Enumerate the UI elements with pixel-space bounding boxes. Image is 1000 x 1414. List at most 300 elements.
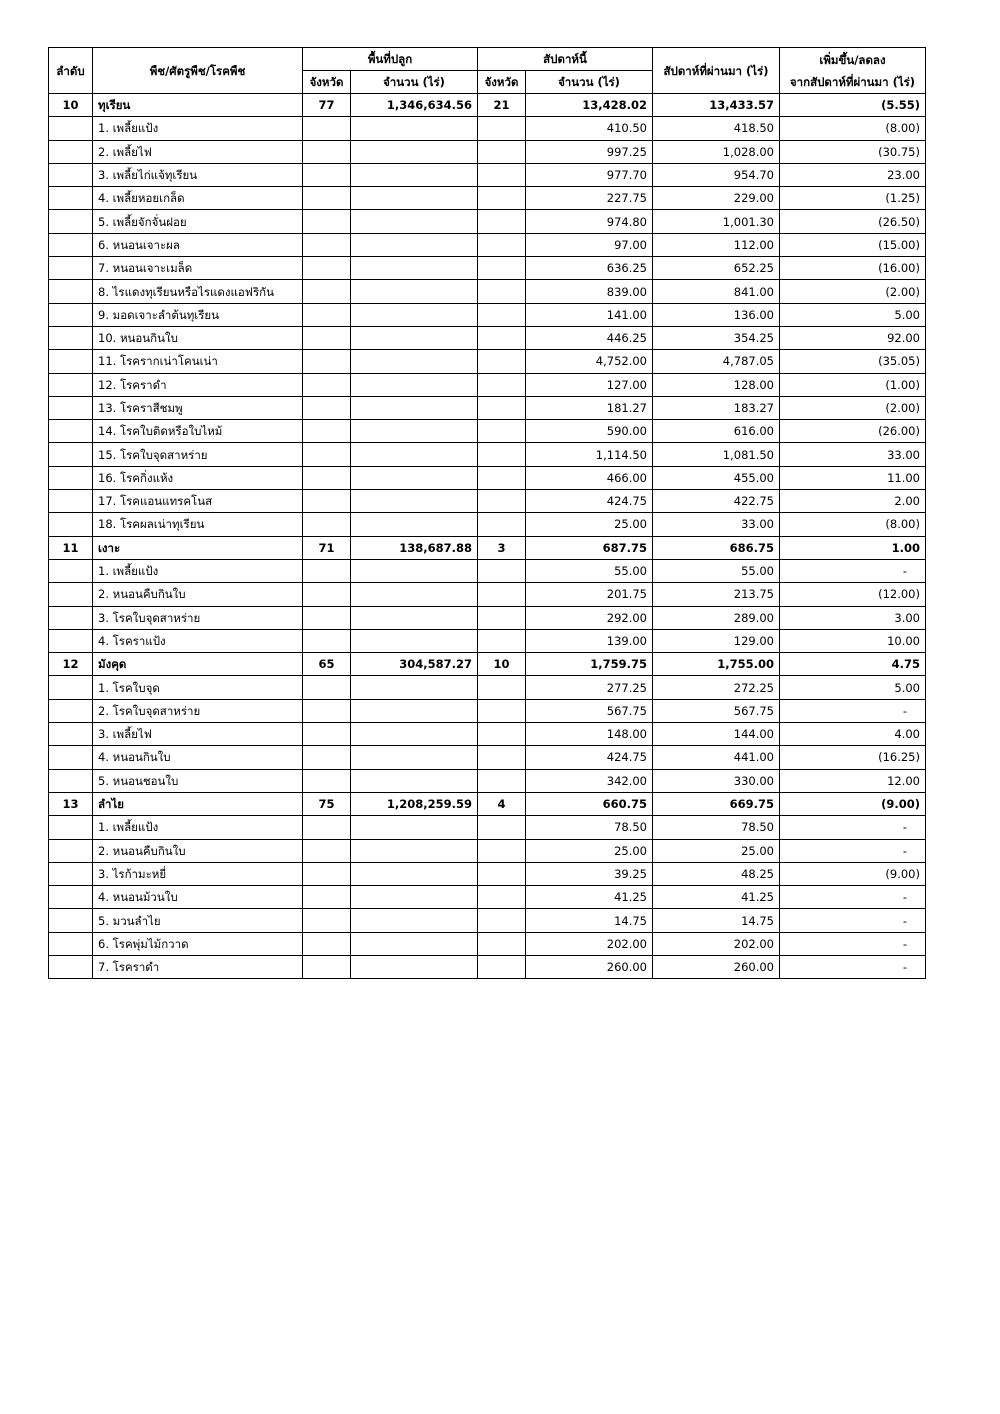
pest-week-province-empty [478, 886, 526, 909]
pest-week-province-empty [478, 233, 526, 256]
header-week-amount: จำนวน (ไร่) [526, 71, 653, 94]
pest-row [49, 886, 926, 909]
pest-last-week: 4,787.05 [653, 350, 780, 373]
pest-change: (16.25) [780, 746, 926, 769]
pest-week-province-empty [478, 816, 526, 839]
pest-last-week: 48.25 [653, 862, 780, 885]
pest-row [49, 862, 926, 885]
pest-last-week: 25.00 [653, 839, 780, 862]
pest-week-province-empty [478, 350, 526, 373]
pest-change: (26.50) [780, 210, 926, 233]
pest-week-province-empty [478, 629, 526, 652]
pest-area-province-empty [303, 117, 351, 140]
pest-name: 3. เพลี้ยไก่แจ้ทุเรียน [93, 163, 303, 186]
pest-area-province-empty [303, 629, 351, 652]
pest-last-week: 260.00 [653, 955, 780, 978]
pest-week-rai: 41.25 [526, 886, 653, 909]
pest-week-rai: 39.25 [526, 862, 653, 885]
pest-week-rai: 55.00 [526, 559, 653, 582]
pest-order-empty [49, 932, 93, 955]
crop-area-rai: 138,687.88 [351, 536, 478, 559]
pest-last-week: 78.50 [653, 816, 780, 839]
pest-last-week: 1,001.30 [653, 210, 780, 233]
pest-week-rai: 25.00 [526, 839, 653, 862]
pest-name: 1. เพลี้ยแป้ง [93, 117, 303, 140]
pest-area-province-empty [303, 955, 351, 978]
pest-last-week: 183.27 [653, 396, 780, 419]
pest-week-province-empty [478, 932, 526, 955]
pest-area-province-empty [303, 466, 351, 489]
pest-name: 3. เพลี้ยไฟ [93, 723, 303, 746]
pest-last-week: 128.00 [653, 373, 780, 396]
pest-last-week: 418.50 [653, 117, 780, 140]
table-header [49, 48, 926, 94]
pest-area-rai-empty [351, 839, 478, 862]
pest-area-province-empty [303, 490, 351, 513]
pest-area-province-empty [303, 303, 351, 326]
pest-area-province-empty [303, 583, 351, 606]
pest-last-week: 567.75 [653, 699, 780, 722]
pest-last-week: 354.25 [653, 326, 780, 349]
pest-week-rai: 997.25 [526, 140, 653, 163]
header-last-week: สัปดาห์ที่ผ่านมา (ไร่) [653, 48, 780, 94]
pest-week-province-empty [478, 466, 526, 489]
pest-week-province-empty [478, 373, 526, 396]
pest-change: (16.00) [780, 257, 926, 280]
pest-week-rai: 590.00 [526, 420, 653, 443]
pest-last-week: 112.00 [653, 233, 780, 256]
pest-area-province-empty [303, 420, 351, 443]
pest-change: 4.00 [780, 723, 926, 746]
pest-last-week: 1,028.00 [653, 140, 780, 163]
pest-change: - [780, 909, 926, 932]
crop-week-province: 21 [478, 94, 526, 117]
pest-area-rai-empty [351, 303, 478, 326]
pest-row [49, 513, 926, 536]
pest-order-empty [49, 699, 93, 722]
pest-last-week: 202.00 [653, 932, 780, 955]
pest-change: 23.00 [780, 163, 926, 186]
pest-area-province-empty [303, 606, 351, 629]
pest-area-province-empty [303, 932, 351, 955]
pest-area-rai-empty [351, 490, 478, 513]
pest-area-rai-empty [351, 955, 478, 978]
pest-row [49, 723, 926, 746]
pest-area-rai-empty [351, 187, 478, 210]
pest-row [49, 699, 926, 722]
pest-order-empty [49, 443, 93, 466]
pest-row [49, 187, 926, 210]
pest-name: 4. หนอนม้วนใบ [93, 886, 303, 909]
pest-order-empty [49, 746, 93, 769]
pest-change: (26.00) [780, 420, 926, 443]
pest-week-province-empty [478, 490, 526, 513]
pest-change: (1.25) [780, 187, 926, 210]
crop-name: เงาะ [93, 536, 303, 559]
pest-week-province-empty [478, 769, 526, 792]
pest-change: 2.00 [780, 490, 926, 513]
pest-area-rai-empty [351, 396, 478, 419]
pest-change: (8.00) [780, 513, 926, 536]
pest-week-province-empty [478, 443, 526, 466]
pest-change: 5.00 [780, 303, 926, 326]
pest-change: (9.00) [780, 862, 926, 885]
pest-area-province-empty [303, 513, 351, 536]
pest-area-rai-empty [351, 723, 478, 746]
pest-area-rai-empty [351, 559, 478, 582]
pest-name: 5. เพลี้ยจักจั่นฝอย [93, 210, 303, 233]
pest-week-rai: 636.25 [526, 257, 653, 280]
pest-last-week: 455.00 [653, 466, 780, 489]
pest-week-rai: 148.00 [526, 723, 653, 746]
pest-week-rai: 277.25 [526, 676, 653, 699]
pest-change: - [780, 816, 926, 839]
pest-name: 1. เพลี้ยแป้ง [93, 816, 303, 839]
header-crop-pest: พืช/ศัตรูพืช/โรคพืช [93, 48, 303, 94]
header-this-week: สัปดาห์นี้ [478, 48, 653, 71]
pest-area-rai-empty [351, 606, 478, 629]
pest-name: 5. หนอนชอนใบ [93, 769, 303, 792]
pest-week-rai: 446.25 [526, 326, 653, 349]
crop-area-province: 77 [303, 94, 351, 117]
pest-row [49, 955, 926, 978]
pest-change: (30.75) [780, 140, 926, 163]
pest-order-empty [49, 140, 93, 163]
pest-row [49, 117, 926, 140]
crop-row [49, 94, 926, 117]
pest-area-province-empty [303, 723, 351, 746]
pest-last-week: 41.25 [653, 886, 780, 909]
pest-week-rai: 410.50 [526, 117, 653, 140]
pest-week-rai: 424.75 [526, 490, 653, 513]
pest-row [49, 420, 926, 443]
pest-change: (12.00) [780, 583, 926, 606]
pest-week-province-empty [478, 303, 526, 326]
pest-area-rai-empty [351, 816, 478, 839]
pest-area-province-empty [303, 559, 351, 582]
pest-row [49, 163, 926, 186]
pest-name: 18. โรคผลเน่าทุเรียน [93, 513, 303, 536]
pest-area-province-empty [303, 816, 351, 839]
pest-week-rai: 181.27 [526, 396, 653, 419]
pest-area-province-empty [303, 396, 351, 419]
pest-order-empty [49, 257, 93, 280]
pest-name: 2. เพลี้ยไฟ [93, 140, 303, 163]
crop-last-week: 686.75 [653, 536, 780, 559]
pest-name: 15. โรคใบจุดสาหร่าย [93, 443, 303, 466]
pest-row [49, 140, 926, 163]
pest-area-rai-empty [351, 629, 478, 652]
table-body [49, 94, 926, 979]
pest-order-empty [49, 326, 93, 349]
pest-area-province-empty [303, 699, 351, 722]
pest-change: 92.00 [780, 326, 926, 349]
pest-week-province-empty [478, 606, 526, 629]
crop-week-rai: 13,428.02 [526, 94, 653, 117]
crop-week-province: 10 [478, 653, 526, 676]
pest-change: - [780, 955, 926, 978]
pest-change: 3.00 [780, 606, 926, 629]
pest-area-rai-empty [351, 932, 478, 955]
pest-area-rai-empty [351, 350, 478, 373]
pest-week-province-empty [478, 257, 526, 280]
pest-order-empty [49, 886, 93, 909]
pest-area-province-empty [303, 233, 351, 256]
pest-last-week: 129.00 [653, 629, 780, 652]
crop-order: 12 [49, 653, 93, 676]
crop-area-province: 65 [303, 653, 351, 676]
pest-last-week: 652.25 [653, 257, 780, 280]
pest-row [49, 210, 926, 233]
pest-week-rai: 342.00 [526, 769, 653, 792]
pest-area-rai-empty [351, 443, 478, 466]
pest-week-rai: 78.50 [526, 816, 653, 839]
pest-area-rai-empty [351, 466, 478, 489]
crop-last-week: 669.75 [653, 792, 780, 815]
pest-week-rai: 4,752.00 [526, 350, 653, 373]
pest-area-province-empty [303, 886, 351, 909]
pest-row [49, 746, 926, 769]
pest-name: 2. หนอนคืบกินใบ [93, 839, 303, 862]
pest-name: 12. โรคราดำ [93, 373, 303, 396]
pest-name: 3. ไรก้ามะหยี่ [93, 862, 303, 885]
pest-row [49, 769, 926, 792]
pest-week-rai: 14.75 [526, 909, 653, 932]
pest-area-rai-empty [351, 257, 478, 280]
pest-name: 10. หนอนกินใบ [93, 326, 303, 349]
pest-area-rai-empty [351, 583, 478, 606]
pest-last-week: 1,081.50 [653, 443, 780, 466]
pest-row [49, 303, 926, 326]
crop-row [49, 536, 926, 559]
pest-area-rai-empty [351, 676, 478, 699]
pest-change: - [780, 699, 926, 722]
pest-row [49, 583, 926, 606]
pest-area-province-empty [303, 280, 351, 303]
pest-change: (35.05) [780, 350, 926, 373]
pest-change: (8.00) [780, 117, 926, 140]
pest-week-rai: 567.75 [526, 699, 653, 722]
pest-order-empty [49, 187, 93, 210]
pest-week-province-empty [478, 723, 526, 746]
pest-week-province-empty [478, 163, 526, 186]
crop-area-rai: 304,587.27 [351, 653, 478, 676]
pest-last-week: 213.75 [653, 583, 780, 606]
pest-name: 6. หนอนเจาะผล [93, 233, 303, 256]
pest-order-empty [49, 583, 93, 606]
pest-row [49, 257, 926, 280]
pest-week-province-empty [478, 210, 526, 233]
pest-last-week: 616.00 [653, 420, 780, 443]
header-change [780, 48, 926, 94]
pest-area-province-empty [303, 443, 351, 466]
pest-week-rai: 839.00 [526, 280, 653, 303]
crop-week-province: 4 [478, 792, 526, 815]
pest-order-empty [49, 466, 93, 489]
pest-name: 4. เพลี้ยหอยเกล็ด [93, 187, 303, 210]
pest-area-province-empty [303, 373, 351, 396]
header-week-province: จังหวัด [478, 71, 526, 94]
pest-name: 5. มวนลำไย [93, 909, 303, 932]
pest-row [49, 559, 926, 582]
pest-order-empty [49, 420, 93, 443]
pest-week-rai: 201.75 [526, 583, 653, 606]
pest-week-rai: 127.00 [526, 373, 653, 396]
pest-row [49, 396, 926, 419]
pest-week-province-empty [478, 140, 526, 163]
pest-area-rai-empty [351, 862, 478, 885]
pest-last-week: 841.00 [653, 280, 780, 303]
pest-week-rai: 141.00 [526, 303, 653, 326]
pest-change: - [780, 559, 926, 582]
crop-order: 10 [49, 94, 93, 117]
pest-row [49, 606, 926, 629]
pest-week-rai: 260.00 [526, 955, 653, 978]
pest-order-empty [49, 396, 93, 419]
pest-name: 8. ไรแดงทุเรียนหรือไรแดงแอฟริกัน [93, 280, 303, 303]
pest-name: 3. โรคใบจุดสาหร่าย [93, 606, 303, 629]
pest-order-empty [49, 233, 93, 256]
pest-area-province-empty [303, 909, 351, 932]
crop-week-province: 3 [478, 536, 526, 559]
pest-report-table [48, 47, 926, 979]
header-area-amount: จำนวน (ไร่) [351, 71, 478, 94]
pest-area-rai-empty [351, 513, 478, 536]
pest-order-empty [49, 629, 93, 652]
pest-change: (2.00) [780, 280, 926, 303]
pest-order-empty [49, 769, 93, 792]
crop-change: 1.00 [780, 536, 926, 559]
crop-change: (9.00) [780, 792, 926, 815]
pest-week-province-empty [478, 280, 526, 303]
crop-area-rai: 1,346,634.56 [351, 94, 478, 117]
pest-area-province-empty [303, 839, 351, 862]
pest-name: 11. โรครากเน่าโคนเน่า [93, 350, 303, 373]
pest-area-rai-empty [351, 699, 478, 722]
pest-last-week: 144.00 [653, 723, 780, 746]
pest-week-rai: 97.00 [526, 233, 653, 256]
pest-week-rai: 424.75 [526, 746, 653, 769]
pest-order-empty [49, 350, 93, 373]
pest-area-rai-empty [351, 140, 478, 163]
crop-order: 11 [49, 536, 93, 559]
pest-area-rai-empty [351, 886, 478, 909]
pest-name: 17. โรคแอนแทรคโนส [93, 490, 303, 513]
pest-week-rai: 202.00 [526, 932, 653, 955]
pest-change: (15.00) [780, 233, 926, 256]
pest-order-empty [49, 909, 93, 932]
pest-name: 16. โรคกิ่งแห้ง [93, 466, 303, 489]
pest-area-rai-empty [351, 210, 478, 233]
pest-last-week: 55.00 [653, 559, 780, 582]
pest-week-province-empty [478, 559, 526, 582]
pest-area-rai-empty [351, 769, 478, 792]
pest-area-rai-empty [351, 746, 478, 769]
pest-order-empty [49, 303, 93, 326]
crop-name: ลำไย [93, 792, 303, 815]
pest-week-rai: 974.80 [526, 210, 653, 233]
pest-order-empty [49, 117, 93, 140]
pest-last-week: 422.75 [653, 490, 780, 513]
pest-change: - [780, 886, 926, 909]
pest-week-rai: 227.75 [526, 187, 653, 210]
pest-area-province-empty [303, 676, 351, 699]
pest-name: 4. โรคราแป้ง [93, 629, 303, 652]
crop-week-rai: 687.75 [526, 536, 653, 559]
pest-order-empty [49, 373, 93, 396]
pest-week-rai: 139.00 [526, 629, 653, 652]
crop-change: (5.55) [780, 94, 926, 117]
pest-name: 13. โรคราสีชมพู [93, 396, 303, 419]
pest-area-province-empty [303, 746, 351, 769]
pest-area-rai-empty [351, 326, 478, 349]
pest-week-province-empty [478, 117, 526, 140]
pest-change: - [780, 839, 926, 862]
pest-name: 6. โรคพุ่มไม้กวาด [93, 932, 303, 955]
pest-row [49, 629, 926, 652]
pest-order-empty [49, 723, 93, 746]
pest-area-rai-empty [351, 233, 478, 256]
pest-row [49, 350, 926, 373]
pest-change: (2.00) [780, 396, 926, 419]
pest-week-province-empty [478, 839, 526, 862]
pest-week-province-empty [478, 326, 526, 349]
pest-row [49, 909, 926, 932]
pest-order-empty [49, 280, 93, 303]
pest-area-rai-empty [351, 163, 478, 186]
pest-week-province-empty [478, 746, 526, 769]
pest-area-province-empty [303, 163, 351, 186]
pest-name: 7. หนอนเจาะเมล็ด [93, 257, 303, 280]
pest-area-rai-empty [351, 909, 478, 932]
pest-area-province-empty [303, 210, 351, 233]
pest-area-province-empty [303, 350, 351, 373]
header-order: ลำดับ [49, 48, 93, 94]
pest-last-week: 289.00 [653, 606, 780, 629]
header-area-province: จังหวัด [303, 71, 351, 94]
pest-area-province-empty [303, 326, 351, 349]
pest-row [49, 280, 926, 303]
pest-row [49, 373, 926, 396]
crop-area-rai: 1,208,259.59 [351, 792, 478, 815]
pest-change: 5.00 [780, 676, 926, 699]
crop-name: มังคุด [93, 653, 303, 676]
pest-row [49, 466, 926, 489]
pest-change: 11.00 [780, 466, 926, 489]
pest-area-province-empty [303, 862, 351, 885]
header-planted-area: พื้นที่ปลูก [303, 48, 478, 71]
pest-name: 2. หนอนคืบกินใบ [93, 583, 303, 606]
pest-name: 14. โรคใบติดหรือใบไหม้ [93, 420, 303, 443]
pest-row [49, 839, 926, 862]
crop-order: 13 [49, 792, 93, 815]
pest-week-rai: 977.70 [526, 163, 653, 186]
pest-last-week: 14.75 [653, 909, 780, 932]
pest-week-rai: 292.00 [526, 606, 653, 629]
header-change-line2: จากสัปดาห์ที่ผ่านมา (ไร่) [789, 74, 916, 89]
pest-last-week: 136.00 [653, 303, 780, 326]
pest-order-empty [49, 210, 93, 233]
pest-row [49, 816, 926, 839]
pest-last-week: 272.25 [653, 676, 780, 699]
pest-week-rai: 466.00 [526, 466, 653, 489]
pest-last-week: 330.00 [653, 769, 780, 792]
pest-week-province-empty [478, 699, 526, 722]
crop-week-rai: 660.75 [526, 792, 653, 815]
pest-order-empty [49, 676, 93, 699]
crop-change: 4.75 [780, 653, 926, 676]
crop-name: ทุเรียน [93, 94, 303, 117]
